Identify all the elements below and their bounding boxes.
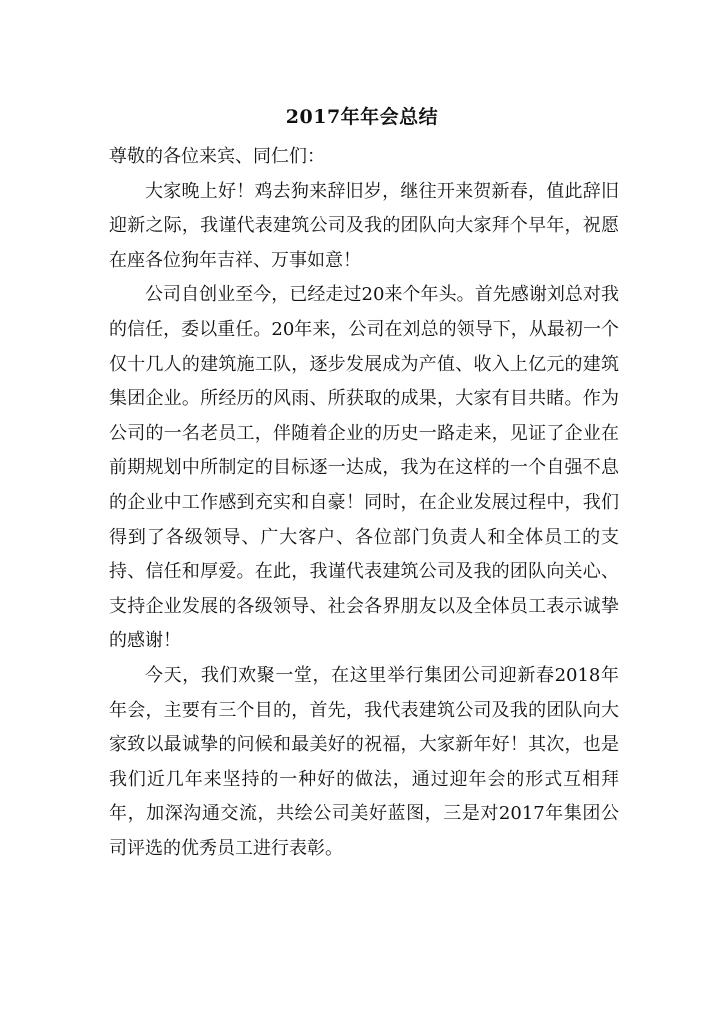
salutation: 尊敬的各位来宾、同仁们： [109,146,325,167]
document-title: 2017年年会总结 [285,106,439,128]
paragraph-meeting-purpose: 今天，我们欢聚一堂，在这里举行集团公司迎新春2018年年会，主要有三个目的，首先，我代表建筑公司及我的团队向大家致以最诚挚的问候和最美好的祝福，大家新年好！其次，也是我们近几年来坚持的一种好的做法，通过迎年会的形式互相拜年，加深沟通交流，共绘公司美好蓝图，三是对2017年集团公司评选的优秀员工进行表彰。 [109,664,619,859]
document-body [109,140,619,866]
paragraph-company-history: 公司自创业至今，已经走过20来个年头。首先感谢刘总对我的信任，委以重任。20年来，公司在刘总的领导下，从最初一个仅十几人的建筑施工队，逐步发展成为产值、收入上亿元的建筑集团企业。所经历的风雨、所获取的成果，大家有目共睹。作为公司的一名老员工，伴随着企业的历史一路走来，见证了企业在前期规划中所制定的目标逐一达成，我为在这样的一个自强不息的企业中工作感到充实和自豪！同时，在企业发展过程中，我们得到了各级领导、广大客户、各位部门负责人和全体员工的支持、信任和厚爱。在此，我谨代表建筑公司及我的团队向关心、支持企业发展的各级领导、社会各界朋友以及全体员工表示诚挚的感谢！ [109,284,619,652]
paragraph-greeting: 大家晚上好！鸡去狗来辞旧岁，继往开来贺新春，值此辞旧迎新之际，我谨代表建筑公司及我的团队向大家拜个早年，祝愿在座各位狗年吉祥、万事如意！ [109,180,619,271]
